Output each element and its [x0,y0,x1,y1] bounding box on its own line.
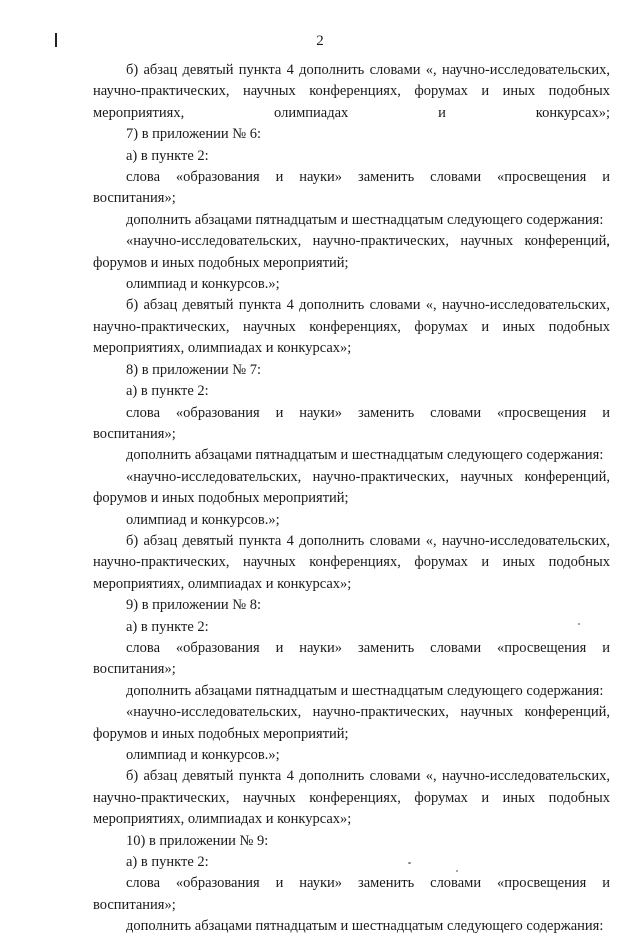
paragraph: слова «образования и науки» заменить словами «просвещения и воспитания»; [93,639,610,678]
page-number: 2 [316,33,324,49]
paragraph: олимпиад и конкурсов.»; [126,511,280,528]
paragraph: олимпиад и конкурсов.»; [126,747,280,763]
paragraph: слова «образования и науки» заменить словами «просвещения и воспитания»; [93,404,610,442]
paragraph: дополнить абзацами пятнадцатым и шестнадцатым следующего содержания: [126,447,604,464]
paragraph: «научно-исследовательских, научно-практических, научных конференций, форумов и иных подобных мероприятий; [93,468,610,507]
paragraph: а) в пункте 2: [126,854,209,871]
paragraph: дополнить абзацами пятнадцатым и шестнадцатым следующего содержания: [126,918,604,935]
paragraph: б) абзац девятый пункта 4 дополнить словами «, научно-исследовательских, научно-практических, научных конференциях, форумах и иных подобных мероприятиях, олимпиадах и конкурсах»; [93,297,610,357]
paragraph: 7) в приложении № 6: [126,126,261,143]
paragraph: олимпиад и конкурсов.»; [126,276,280,293]
paragraph: «научно-исследовательских, научно-практических, научных конференций, форумов и иных подобных мероприятий; [93,233,610,271]
paragraph: 9) в приложении № 8: [126,597,261,614]
paragraph: дополнить абзацами пятнадцатым и шестнадцатым следующего содержания: [126,682,604,699]
document-body [93,60,610,938]
paragraph: «научно-исследовательских, научно-практических, научных конференций, форумов и иных подобных мероприятий; [93,704,610,742]
paragraph: а) в пункте 2: [126,147,209,164]
paragraph: 8) в приложении № 7: [126,361,261,378]
paragraph: б) абзац девятый пункта 4 дополнить словами «, научно-исследовательских, научно-практических, научных конференциях, форумах и иных подобных мероприятиях, олимпиадах и конкурсах»; [93,62,610,121]
paragraph: б) абзац девятый пункта 4 дополнить словами «, научно-исследовательских, научно-практических, научных конференциях, форумах и иных подобных мероприятиях, олимпиадах и конкурсах»; [93,532,610,592]
paragraph: а) в пункте 2: [126,618,209,635]
paragraph: а) в пункте 2: [126,383,209,400]
paragraph: б) абзац девятый пункта 4 дополнить словами «, научно-исследовательских, научно-практических, научных конференциях, форумах и иных подобных мероприятиях, олимпиадах и конкурсах»; [93,768,610,828]
paragraph: слова «образования и науки» заменить словами «просвещения и воспитания»; [93,875,610,913]
paragraph: слова «образования и науки» заменить словами «просвещения и воспитания»; [93,169,610,207]
paragraph: 10) в приложении № 9: [126,832,269,849]
paragraph: дополнить абзацами пятнадцатым и шестнадцатым следующего содержания: [126,211,604,228]
